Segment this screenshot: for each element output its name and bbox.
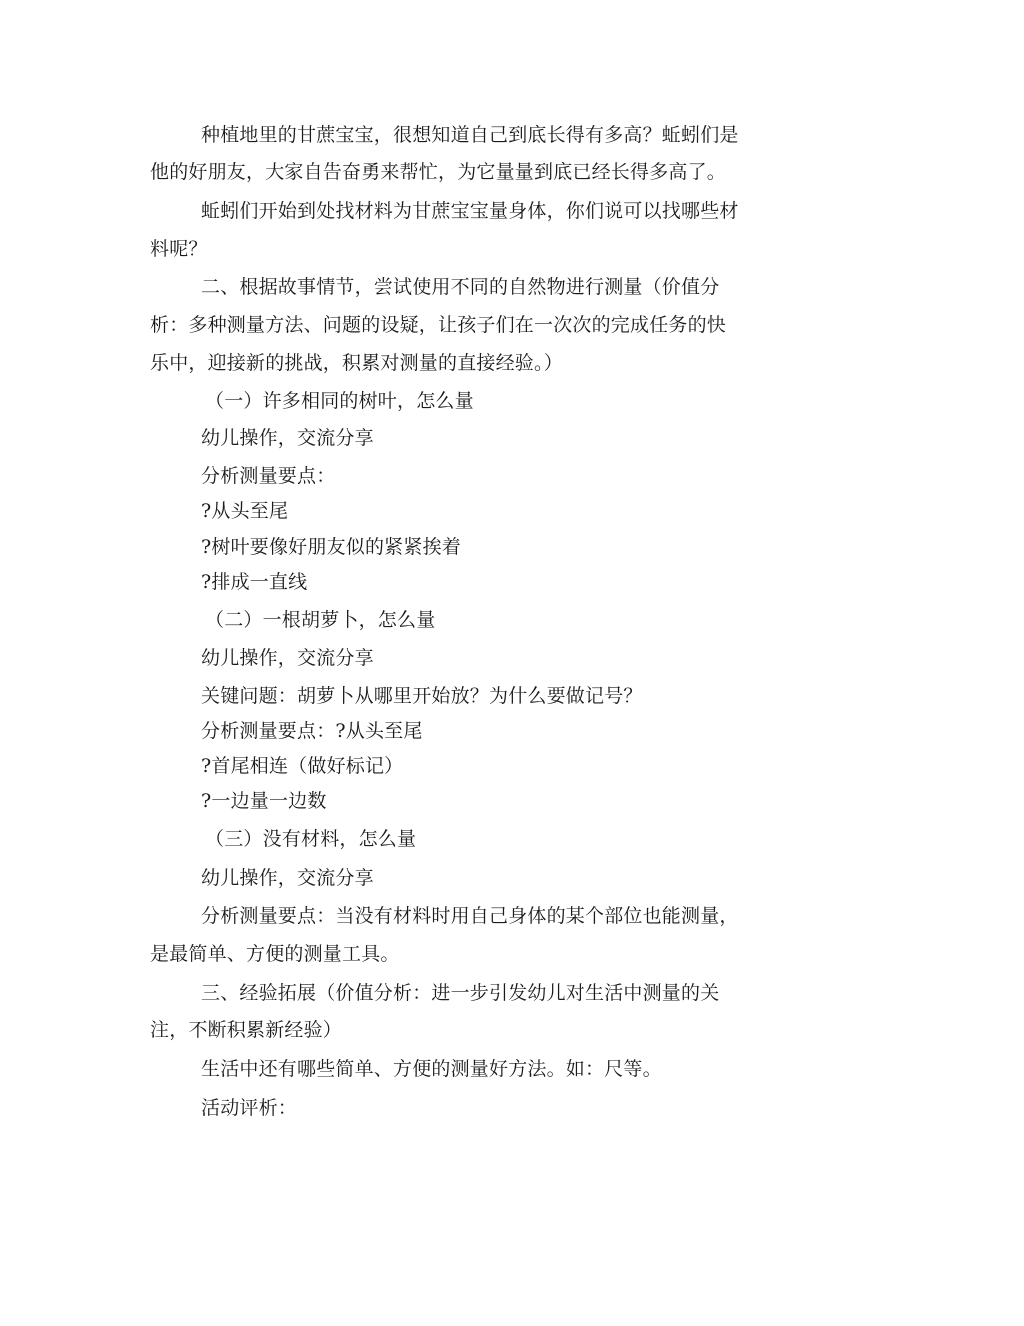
text-line: 蚯蚓们开始到处找材料为甘蔗宝宝量身体，你们说可以找哪些材 (201, 200, 739, 222)
text-line: 幼儿操作，交流分享 (201, 867, 374, 889)
list-item: ?一边量一边数 (201, 790, 327, 812)
text-line: 料呢？ (150, 238, 208, 260)
section-heading: 三、经验拓展（价值分析：进一步引发幼儿对生活中测量的关 (201, 982, 720, 1004)
text-line: 幼儿操作，交流分享 (201, 647, 374, 669)
text-line: 生活中还有哪些简单、方便的测量好方法。如：尺等。 (201, 1058, 662, 1080)
subsection-heading: （一）许多相同的树叶，怎么量 (205, 390, 474, 412)
subsection-heading: （二）一根胡萝卜，怎么量 (205, 609, 436, 631)
text-line: 种植地里的甘蔗宝宝，很想知道自己到底长得有多高？蚯蚓们是 (201, 124, 739, 146)
list-item: ?从头至尾 (201, 500, 289, 522)
text-line: 他的好朋友，大家自告奋勇来帮忙，为它量量到底已经长得多高了。 (150, 161, 727, 183)
list-item: ?树叶要像好朋友似的紧紧挨着 (201, 536, 461, 558)
text-line: 关键问题：胡萝卜从哪里开始放？为什么要做记号？ (201, 685, 643, 707)
text-line: 是最简单、方便的测量工具。 (150, 943, 400, 965)
text-line: 分析测量要点：?从头至尾 (201, 720, 423, 742)
list-item: ?首尾相连（做好标记） (201, 755, 404, 777)
text-line: 注，不断积累新经验） (150, 1019, 343, 1041)
subsection-heading: （三）没有材料，怎么量 (205, 828, 417, 850)
text-line: 分析测量要点：当没有材料时用自己身体的某个部位也能测量， (201, 905, 739, 927)
text-line: 乐中，迎接新的挑战，积累对测量的直接经验。） (150, 352, 563, 374)
text-line: 分析测量要点： (201, 465, 336, 487)
text-line: 活动评析： (201, 1097, 298, 1119)
section-heading: 二、根据故事情节，尝试使用不同的自然物进行测量（价值分 (201, 276, 720, 298)
text-line: 析：多种测量方法、问题的设疑，让孩子们在一次次的完成任务的快 (150, 314, 727, 336)
list-item: ?排成一直线 (201, 571, 308, 593)
text-line: 幼儿操作，交流分享 (201, 427, 374, 449)
